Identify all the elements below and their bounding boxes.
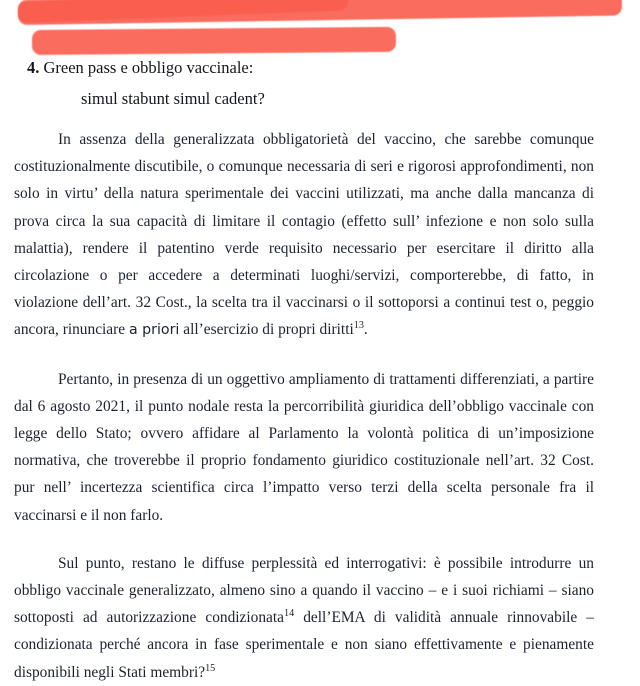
paragraph-text: all’esercizio di propri diritti — [179, 321, 354, 339]
heading-line-1: Green pass e obbligo vaccinale: — [43, 58, 254, 77]
paragraph — [14, 366, 594, 529]
heading-number: 4. — [27, 58, 40, 77]
paragraph-text: dell’EMA di validità annuale rinnovabile – condizionata perché ancora in fase sperimentale e non siano effettivamente e pienamente disponibili negli Stati membri? — [14, 609, 594, 681]
highlight-stroke-line1-overlap — [18, 0, 349, 23]
footnote-reference[interactable]: 13 — [353, 320, 364, 332]
highlight-stroke-line2 — [32, 27, 396, 55]
heading-line-2: simul stabunt simul cadent? — [81, 89, 265, 108]
highlight-stroke-line1 — [18, 0, 622, 25]
paragraph-text: . — [363, 321, 368, 339]
footnote-reference[interactable]: 14 — [284, 608, 295, 620]
paragraph-text: Sul punto, restano le diffuse perplessità ed interrogativi: è possibile introdurre un obbligo vaccinale generalizzato, almeno sino a quando il vaccino – e i suoi richiami – siano sottoposti ad autorizzazione condizionata — [14, 554, 594, 627]
heading-text — [14, 52, 594, 114]
section-heading — [14, 52, 594, 114]
sans-serif-phrase: a priori — [128, 322, 180, 339]
paragraph — [14, 126, 594, 345]
paragraph-text: In assenza della generalizzata obbligatorietà del vaccino, che sarebbe comunque costituzionalmente discutibile, o comunque necessaria di seri e rigorosi approfondimenti, non solo in virtu’ della natura sperimentale dei vaccini utilizzati, ma anche dalla mancanza di prova circa la sua capacità di limitare il contagio (effetto sull’ infezione e non solo sulla malattia), rendere il patentino verde requisito necessario per esercitare il diritto alla circolazione o per accedere a determinati luoghi/servizi, comporterebbe, di fatto, in violazione dell’art. 32 Cost., la scelta tra il vaccinarsi o il sottoporsi a continui test o, peggio ancora, rinunciare — [14, 131, 594, 339]
paragraph — [14, 550, 594, 686]
body-text-column — [14, 126, 594, 686]
footnote-reference[interactable]: 15 — [205, 662, 216, 674]
paragraph-text: Pertanto, in presenza di un oggettivo ampliamento di trattamenti differenziati, a partire dal 6 agosto 2021, il punto nodale resta la percorribilità giuridica dell’obbligo vaccinale con legge dello Stato; ovvero affidare al Parlamento la volontà politica di un’imposizione normativa, che troverebbe il proprio fondamento giuridico costituzionale nell’art. 32 Cost. pur nell’ incertezza scientifica circa l’impatto verso terzi della scelta personale fra il vaccinarsi e il non farlo. — [14, 370, 594, 524]
